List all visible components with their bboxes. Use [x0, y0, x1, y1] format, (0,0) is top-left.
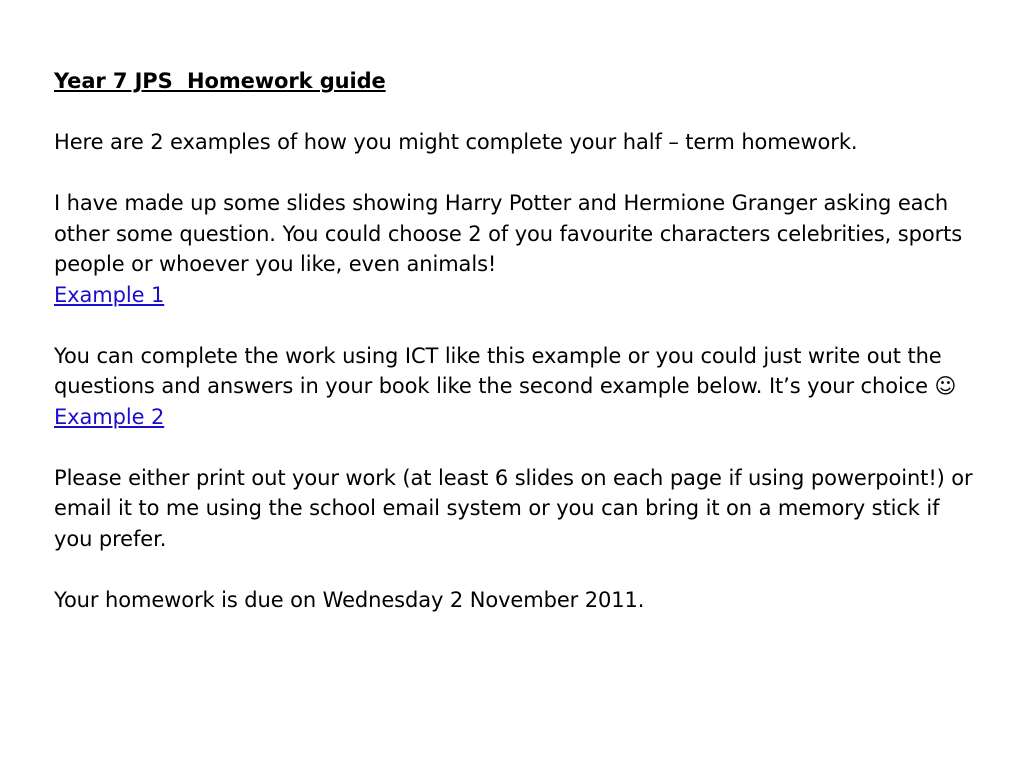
print-paragraph: Please either print out your work (at least 6 slides on each page if using powerpoint!) or email it to me using the school email system or you can bring it on a memory stick if you prefer. — [54, 465, 973, 551]
intro-paragraph: Here are 2 examples of how you might complete your half – term homework. — [54, 130, 858, 154]
slides-paragraph — [54, 188, 974, 310]
ict-text: You can complete the work using ICT like this example or you could just write out the questions and answers in your book like the second example below. It’s your choice ☺ — [54, 343, 957, 398]
example-2-link[interactable]: Example 2 — [54, 404, 165, 429]
due-date-paragraph: Your homework is due on Wednesday 2 November 2011. — [54, 587, 645, 612]
homework-guide-slide — [54, 66, 974, 615]
slides-text: I have made up some slides showing Harry Potter and Hermione Granger asking each other some question. You could choose 2 of you favourite characters celebrities, sports people or whoever you like, even animals! — [54, 191, 963, 276]
page-title: Year 7 JPS Homework guide — [54, 69, 386, 93]
example-1-link[interactable]: Example 1 — [54, 282, 165, 307]
ict-paragraph — [54, 341, 974, 433]
